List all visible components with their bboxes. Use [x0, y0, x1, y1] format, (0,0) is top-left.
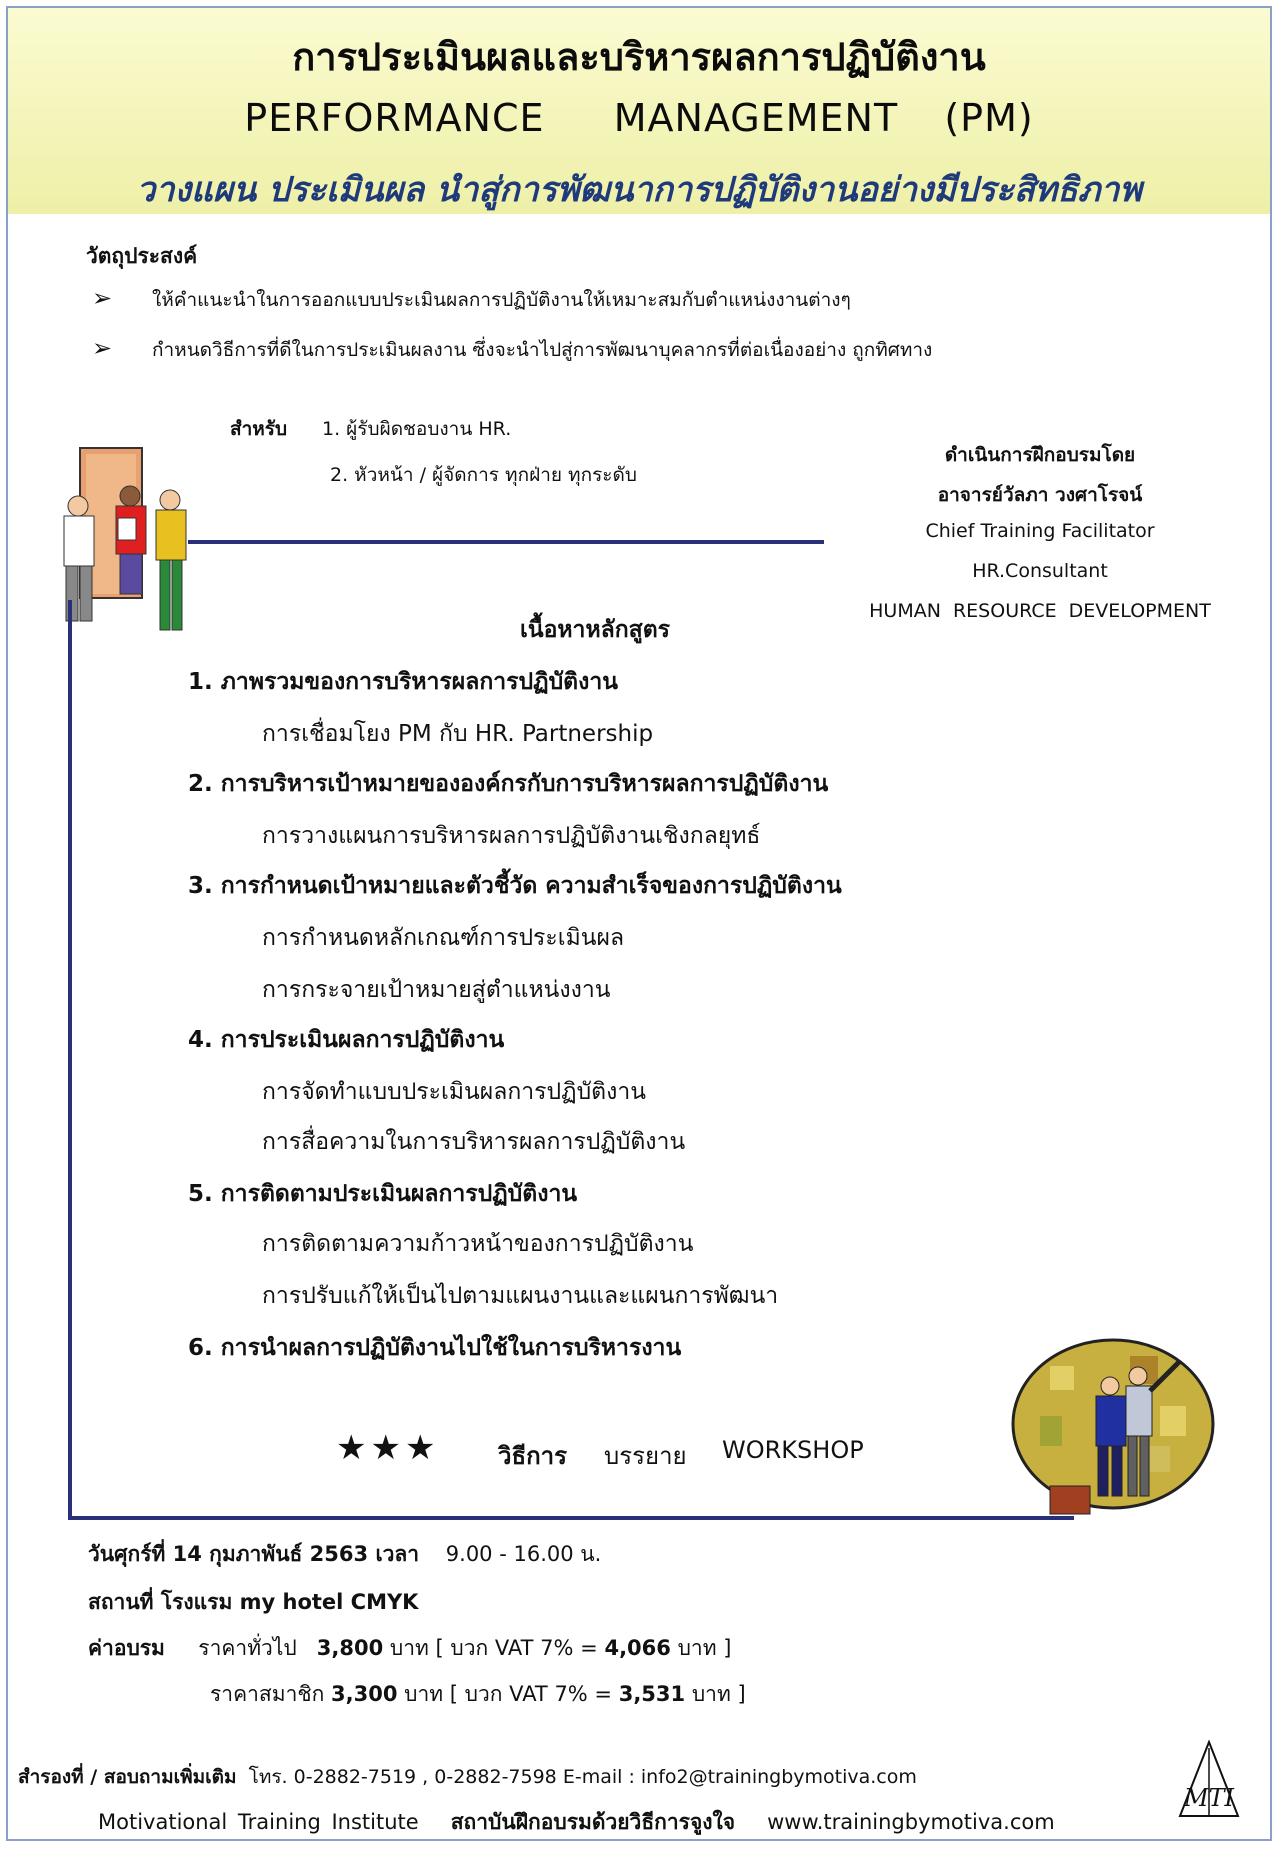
trainer-name: อาจารย์วัลภา วงศาโรจน์ [937, 484, 1143, 506]
time-value: 9.00 - 16.00 น. [445, 1542, 602, 1566]
date-label: วันศุกร์ที่ 14 กุมภาพันธ์ 2563 เวลา [88, 1542, 420, 1566]
method-item: WORKSHOP [722, 1436, 864, 1464]
content-title: เนื้อหาหลักสูตร [520, 617, 670, 643]
trainer-role: HR.Consultant [972, 560, 1108, 582]
mti-logo-icon [1178, 1740, 1240, 1820]
website-link[interactable]: www.trainingbymotiva.com [767, 1810, 1055, 1834]
frame-line-left [68, 600, 72, 1518]
fee-general-vat: บาท [ บวก VAT 7% = [389, 1636, 598, 1660]
trainer-heading: ดำเนินการฝึกอบรมโดย [944, 444, 1136, 466]
fee-general-row [88, 1632, 731, 1665]
section-subtopic: การกำหนดหลักเกณฑ์การประเมินผล [262, 925, 625, 951]
frame-line-bottom [68, 1516, 1074, 1520]
objective-text: กำหนดวิธีการที่ดีในการประเมินผลงาน ซึ่งจะนำไปสู่การพัฒนาบุคลากรที่ต่อเนื่องอย่าง ถูกทิศทาง [152, 339, 933, 361]
logo-text: MTI [1183, 1784, 1235, 1812]
objectives-title: วัตถุประสงค์ [86, 244, 198, 268]
fee-member-label: ราคาสมาชิก [210, 1682, 325, 1706]
fee-general-label: ราคาทั่วไป [198, 1636, 297, 1660]
audience-item: 1. ผู้รับผิดชอบงาน HR. [322, 418, 512, 440]
audience-item: 2. หัวหน้า / ผู้จัดการ ทุกฝ่าย ทุกระดับ [330, 464, 637, 486]
fee-member-vat: บาท [ บวก VAT 7% = [404, 1682, 613, 1706]
section-subtopic: การติดตามความก้าวหน้าของการปฏิบัติงาน [262, 1231, 694, 1257]
title-thai: การประเมินผลและบริหารผลการปฏิบัติงาน [292, 35, 986, 79]
section-subtopic: การปรับแก้ให้เป็นไปตามแผนงานและแผนการพัฒนา [262, 1283, 779, 1309]
section-title: 5. การติดตามประเมินผลการปฏิบัติงาน [188, 1181, 578, 1207]
contact-label: สำรองที่ / สอบถามเพิ่มเติม [18, 1766, 237, 1788]
title-english: PERFORMANCE MANAGEMENT (PM) [244, 96, 1034, 140]
section-subtopic: การจัดทำแบบประเมินผลการปฏิบัติงาน [262, 1079, 646, 1105]
frame-line-top [188, 540, 824, 544]
contact-email[interactable]: E-mail : info2@trainingbymotiva.com [562, 1766, 917, 1788]
fee-general-total: 4,066 [604, 1636, 671, 1660]
fee-member-total: 3,531 [618, 1682, 686, 1706]
fee-member-end: บาท ] [691, 1682, 746, 1706]
section-title: 6. การนำผลการปฏิบัติงานไปใช้ในการบริหารงาน [188, 1335, 682, 1361]
fee-label: ค่าอบรม [88, 1636, 165, 1660]
organization-row [98, 1806, 1055, 1839]
subtitle: วางแผน ประเมินผล นำสู่การพัฒนาการปฏิบัติงานอย่างมีประสิทธิภาพ [136, 170, 1142, 210]
date-time [88, 1538, 601, 1571]
trainer-role: Chief Training Facilitator [925, 520, 1155, 542]
section-title: 1. ภาพรวมของการบริหารผลการปฏิบัติงาน [188, 669, 618, 695]
audience-label: สำหรับ [230, 418, 288, 440]
section-subtopic: การสื่อความในการบริหารผลการปฏิบัติงาน [262, 1129, 686, 1155]
arrow-bullet-icon: ➢ [92, 284, 113, 312]
section-subtopic: การวางแผนการบริหารผลการปฏิบัติงานเชิงกลยุทธ์ [262, 823, 761, 849]
section-title: 4. การประเมินผลการปฏิบัติงาน [188, 1027, 505, 1053]
objective-item [92, 284, 851, 315]
objective-item [92, 334, 932, 365]
fee-general-price: 3,800 [316, 1636, 384, 1660]
section-subtopic: การกระจายเป้าหมายสู่ตำแหน่งงาน [262, 977, 611, 1003]
method-item: บรรยาย [604, 1442, 687, 1470]
venue: สถานที่ โรงแรม my hotel CMYK [88, 1590, 419, 1614]
section-title: 2. การบริหารเป้าหมายขององค์กรกับการบริหารผลการปฏิบัติงาน [188, 771, 829, 797]
people-clipart-icon [58, 446, 198, 642]
fee-general-end: บาท ] [677, 1636, 732, 1660]
fee-member-row [210, 1678, 746, 1711]
objective-text: ให้คำแนะนำในการออกแบบประเมินผลการปฏิบัติงานให้เหมาะสมกับตำแหน่งงานต่างๆ [152, 289, 851, 311]
org-name-th: สถาบันฝึกอบรมด้วยวิธีการจูงใจ [450, 1810, 736, 1834]
header-banner [8, 8, 1270, 214]
fee-member-price: 3,300 [331, 1682, 398, 1706]
contact-phone[interactable]: โทร. 0-2882-7519 , 0-2882-7598 [248, 1766, 557, 1788]
stars-icon: ★★★ [336, 1428, 440, 1468]
section-subtopic: การเชื่อมโยง PM กับ HR. Partnership [262, 721, 654, 747]
business-people-clipart-icon [1010, 1336, 1216, 1524]
method-label: วิธีการ [498, 1442, 568, 1470]
section-title: 3. การกำหนดเป้าหมายและตัวชี้วัด ความสำเร็จของการปฏิบัติงาน [188, 873, 842, 899]
contact-row [18, 1762, 917, 1792]
trainer-department: HUMAN RESOURCE DEVELOPMENT [869, 600, 1211, 622]
org-name-en: Motivational Training Institute [98, 1810, 419, 1834]
arrow-bullet-icon: ➢ [92, 334, 113, 362]
